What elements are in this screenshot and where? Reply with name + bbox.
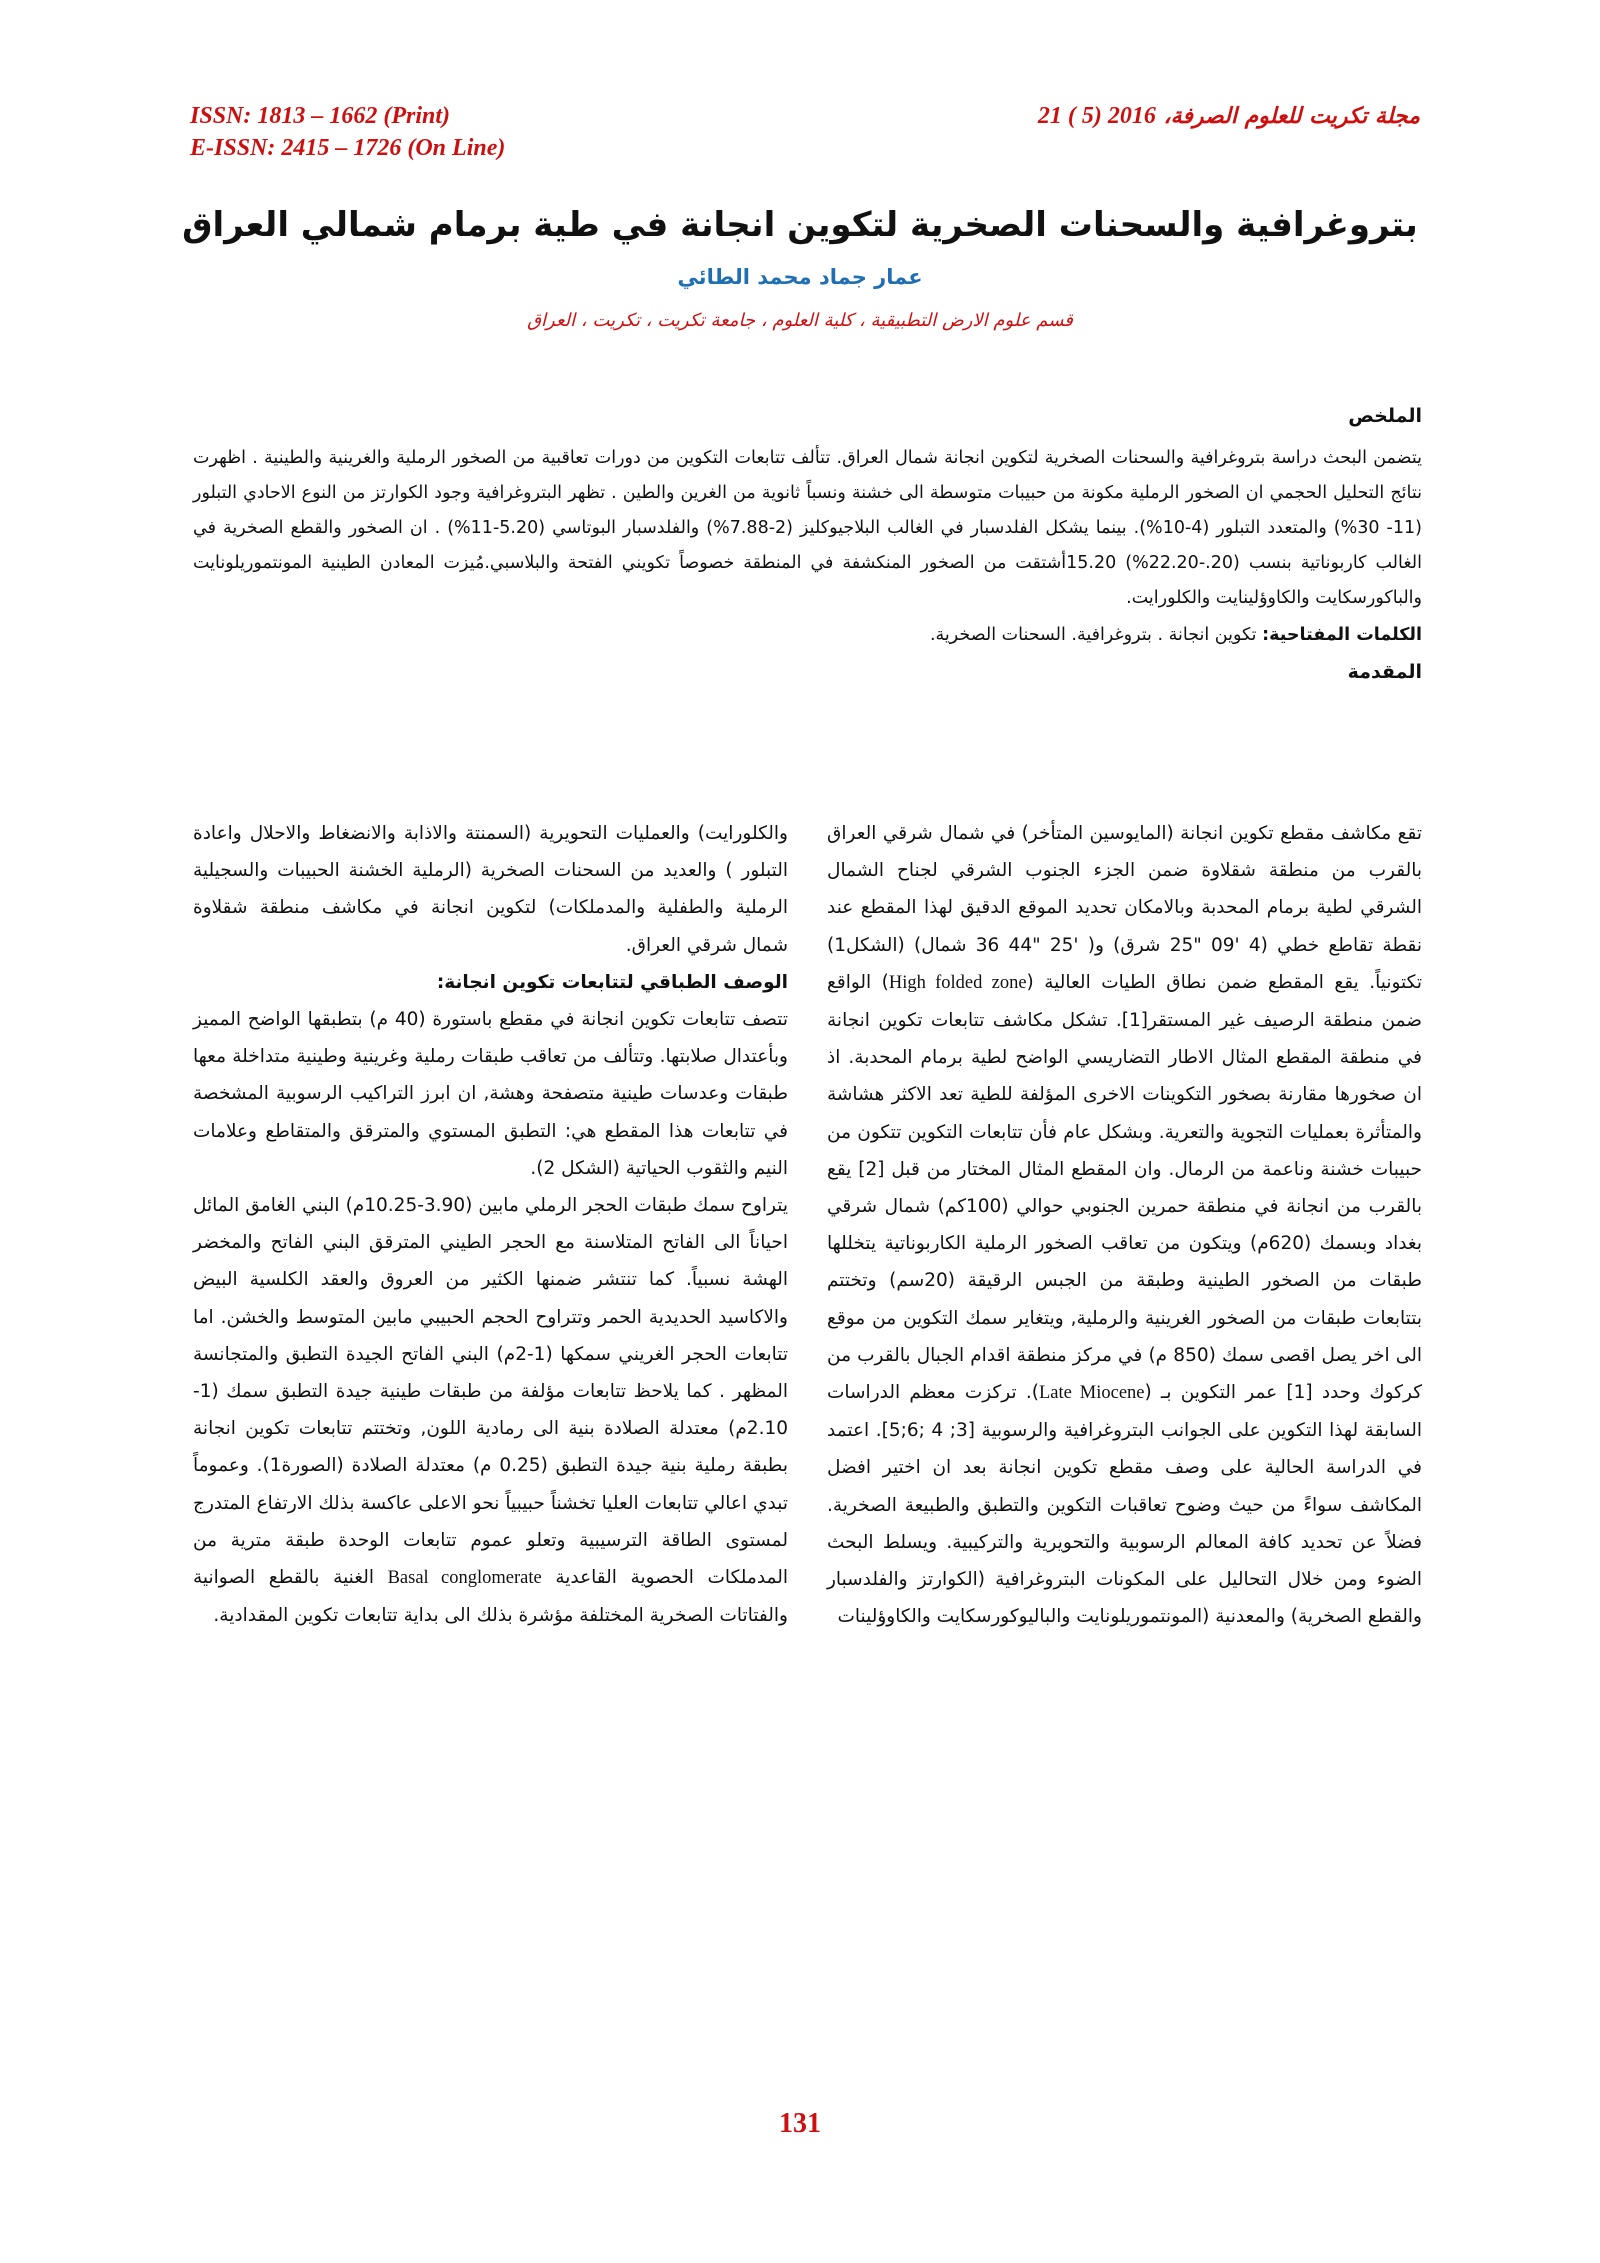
keywords — [193, 618, 1422, 653]
column-left — [193, 815, 788, 1634]
introduction-continuation: والكلورايت) والعمليات التحويرية (السمنتة والاذابة والانضغاط والاحلال واعادة التبلور ) والعديد من السحنات الصخرية (الرملية الخشنة الحبيبات والسجيلية الرملية والطفلية والمدملكات) لتكوين انجانة في مكاشف منطقة شقلاوة شمال شرقي العراق. — [193, 823, 788, 956]
page-number: 131 — [779, 2108, 821, 2139]
column-right — [827, 815, 1422, 1635]
author-name: عمار جماد محمد الطائي — [677, 265, 923, 289]
intro-text-a: تقع مكاشف مقطع تكوين انجانة (المايوسين المتأخر) في شمال شرقي العراق بالقرب من منطقة شقلاوة ضمن الجزء الجنوب الشرقي لجناح الشمال الشرقي لطية برمام المحدبة وبالامكان تحديد الموقع الدقيق لهذا المقطع عند نقطة تقاطع خطي (4 '09 "25 شرق) و( '25 "44 36 شمال) (الشكل1) تكتونياً. يقع المقطع ضمن نطاق الطيات العالية ( — [827, 823, 1422, 993]
volume-issue-year: 21 ( 5) 2016 — [1037, 103, 1156, 129]
intro-latin-term: High folded zone — [888, 972, 1027, 993]
journal-header — [1038, 100, 1420, 133]
strat-text-a: يتراوح سمك طبقات الحجر الرملي مابين (3.90-10.25م) البني الغامق المائل احياناً الى الفاتح المتلاسنة مع الحجر الطيني المترقق البني الفاتح والمخضر الهشة نسبياً. كما تنتشر ضمنها الكثير من العروق والعقد الكلسية البيض والاكاسيد الحديدية الحمر وتتراوح الحجم الحبيبي مابين المتوسط والخشن. اما تتابعات الحجر الغريني سمكها (1-2م) البني الفاتح الجيدة التطبق والمتجانسة المظهر . كما يلاحظ تتابعات مؤلفة من طبقات طينية جيدة التطبق سمك (1-2.10م) معتدلة الصلادة بنية الى رمادية اللون, وتختتم تتابعات تكوين انجانة بطبقة رملية بنية جيدة التطبق (0.25 م) معتدلة الصلادة (الصورة1). وعموماً تبدي اعالي تتابعات العليا تخشناً حبيبياً نحو الاعلى عاكسة بذلك الارتفاع المتدرج لمستوى الطاقة الترسيبية وتعلو عموم تتابعات الوحدة طبقة مترية من المدملكات الحصوية القاعدية — [193, 1195, 788, 1589]
intro-latin-term-2: Late Miocene — [1038, 1383, 1145, 1404]
journal-name: مجلة تكريت للعلوم الصرفة، — [1163, 104, 1420, 129]
stratigraphy-paragraph-2 — [193, 1187, 788, 1634]
article-title: بتروغرافية والسحنات الصخرية لتكوين انجانة في طية برمام شمالي العراق — [182, 205, 1418, 245]
introduction-heading: المقدمة — [1347, 661, 1422, 683]
issn-block — [190, 100, 505, 164]
stratigraphy-heading: الوصف الطباقي لتتابعات تكوين انجانة: — [436, 971, 788, 993]
introduction-paragraph — [827, 815, 1422, 1635]
issn-online: E-ISSN: 2415 – 1726 (On Line) — [190, 135, 506, 161]
strat-latin-term: Basal conglomerate — [387, 1568, 542, 1589]
stratigraphy-paragraph-1: تتصف تتابعات تكوين انجانة في مقطع باستورة (40 م) بتطبقها الواضح المميز وبأعتدال صلابتها. وتتألف من تعاقب طبقات رملية وغرينية وطينية متداخلة معها طبقات وعدسات طينية متصفحة وهشة, ان ابرز التراكيب الرسوبية المشخصة في تتابعات هذا المقطع هي: التطبق المستوي والمترقق والمتقاطع وعلامات النيم والثقوب الحياتية (الشكل 2). — [193, 1009, 789, 1179]
abstract-text: يتضمن البحث دراسة بتروغرافية والسحنات الصخرية لتكوين انجانة شمال العراق. تتألف تتابعات التكوين من دورات تعاقبية من الصخور الرملية والغرينية والطينية . اظهرت نتائج التحليل الحجمي ان الصخور الرملية مكونة من حبيبات متوسطة الى خشنة ونسباً ثانوية من الغرين والطين . تظهر البتروغرافية وجود الكوارتز من النوع الاحادي التبلور (11- 30%) والمتعدد التبلور (4-10%). بينما يشكل الفلدسبار في الغالب البلاجيوكليز (2-7.88%) والفلدسبار البوتاسي (5.20-11%) . ان الصخور والقطع الصخرية في الغالب كاربوناتية بنسب (20.-22.20%) 15.20أشتقت من الصخور المنكشفة في المنطقة خصوصاً تكويني الفتحة والبلاسبي.مُيزت المعادن الطينية المونتموريلونايت والباكورسكايت والكاوؤلينايت والكلورايت. — [193, 448, 1422, 608]
issn-print: ISSN: 1813 – 1662 (Print) — [190, 103, 451, 129]
keywords-label: الكلمات المفتاحية: — [1262, 625, 1422, 645]
abstract-section — [193, 405, 1422, 690]
intro-text-b: ) الواقع ضمن منطقة الرصيف غير المستقر[1]. تشكل مكاشف تتابعات تكوين انجانة في منطقة المقطع المثال الاطار التضاريسي الواضح لطية برمام المحدبة. اذ ان صخورها مقارنة بصخور التكوينات الاخرى المؤلفة للطية تعد الاكثر هشاشة والمتأثرة بعمليات التجوية والتعرية. وبشكل عام فأن تتابعات التكوين تتكون من حبيبات خشنة وناعمة من الرمال. وان المقطع المثال المختار من قبل [2] يقع بالقرب من انجانة في منطقة حمرين الجنوبي حوالي (100كم) شمال شرقي بغداد وبسمك (620م) ويتكون من تعاقب الصخور الرملية الكاربوناتية يتخللها طبقات من الصخور الطينية وطبقة من الجبس الرقيقة (20سم) وتختتم بتتابعات طبقات من الصخور الغرينية والرملية, ويتغاير سمك التكوين من موقع الى اخر يصل اقصى سمك (850 م) في مركز منطقة اقدام الجبال بالقرب من كركوك وحدد [1] عمر التكوين بـ ( — [827, 971, 1423, 1404]
strat-text-b: الغنية بالقطع الصوانية والفتاتات الصخرية المختلفة مؤشرة بذلك الى بداية تتابعات تكوين المقدادية. — [193, 1567, 788, 1627]
abstract-heading: الملخص — [1348, 405, 1422, 427]
keywords-list: تكوين انجانة . بتروغرافية. السحنات الصخرية. — [929, 625, 1257, 645]
author-affiliation: قسم علوم الارض التطبيقية ، كلية العلوم ، جامعة تكريت ، تكريت ، العراق — [527, 310, 1073, 331]
intro-text-c: ). تركزت معظم الدراسات السابقة لهذا التكوين على الجوانب البتروغرافية والرسوبية [3; 4 ;6;5]. اعتمد في الدراسة الحالية على وصف مقطع تكوين انجانة بعد ان اختير افضل المكاشف سواءً من حيث وضوح تعاقبات التكوين والتطبق والطبيعة الصخرية. فضلاً عن تحديد كافة المعالم الرسوبية والتحويرية والتركيبية. ويسلط البحث الضوء ومن خلال التحاليل على المكونات البتروغرافية (الكوارتز والفلدسبار والقطع الصخرية) والمعدنية (المونتموريلونايت والباليوكورسكايت والكاوؤلينات — [827, 1382, 1422, 1628]
